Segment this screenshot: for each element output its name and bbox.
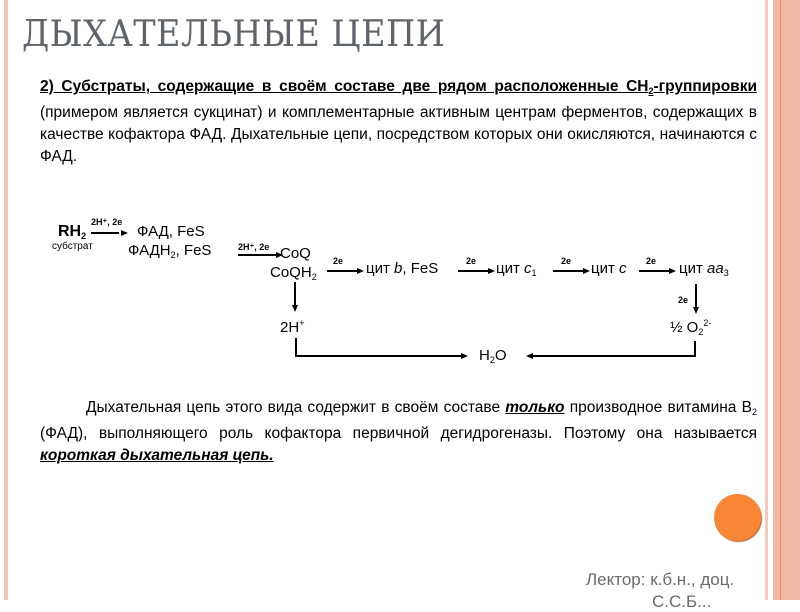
arrow3-line <box>327 270 357 272</box>
intro-bold-text-2: -группировки <box>653 78 757 95</box>
oxygen: ½ $O_2^{2-}$ <box>670 318 712 337</box>
intro-rest-text: (примером является сукцинат) и комплементарные активным центрам ферментов, содержащих в качестве кофактора ФАД. Дыхательные цепи, посредством которых они окисляются, начинаются с ФАД. <box>40 104 757 165</box>
arrow4-label: 2e <box>466 256 477 266</box>
arrow7-line <box>695 284 697 308</box>
oxygen-to-water-line <box>533 355 696 357</box>
right-border-stripe-wide <box>773 0 800 600</box>
slide-title: ДЫХАТЕЛЬНЫЕ ЦЕПИ <box>22 14 446 55</box>
arrow6-label: 2e <box>646 256 657 266</box>
lecturer-footer-name: С.С.Б... <box>652 592 712 611</box>
right-border-line <box>780 0 781 600</box>
arrow2-line <box>238 254 276 256</box>
coqh2-down-line <box>294 282 296 306</box>
arrow7-label: 2e <box>678 295 689 305</box>
right-border-stripe-thin <box>765 0 768 600</box>
cyt-b-fes: цит b, FeS <box>366 260 439 277</box>
conclusion-paragraph: Дыхательная цепь этого вида содержит в своём составе только производное витамина $B_2$ (ФАД), выполняющего роль кофактора первичной дегидрогеназы. Поэтому она называется короткая дыхательная цепь. <box>40 399 757 464</box>
arrow2-label: 2H⁺, 2e <box>238 242 270 252</box>
arrow5-label: 2e <box>561 256 572 266</box>
arrow4-line <box>458 270 488 272</box>
fad-fes: ФАД, FeS <box>137 223 205 240</box>
emphasis-only: только <box>505 399 565 416</box>
arrow3-label: 2e <box>333 256 344 266</box>
substrate-label: субстрат <box>52 241 93 252</box>
arrow1-label: 2H⁺, 2e <box>91 217 123 227</box>
water: $H_2O$ <box>479 347 507 365</box>
left-border-stripe <box>4 0 8 600</box>
intro-paragraph: 2) Субстраты, содержащие в своём составе две рядом расположенные $СН_2$-группировки (примером является сукцинат) и комплементарные активным центрам ферментов, содержащих в качестве кофактора ФАД. Дыхательные цепи, посредством которых они окисляются, начинаются с ФАД. <box>40 78 757 165</box>
arrow1-head <box>121 230 128 236</box>
arrow1-line <box>91 232 119 234</box>
coqh2: CoQH$_2$ <box>270 264 317 282</box>
coq: CoQ <box>280 245 311 262</box>
arrow5-head <box>583 268 590 274</box>
arrow5-line <box>553 270 583 272</box>
arrow7-head <box>693 307 699 314</box>
arrow6-line <box>639 270 669 272</box>
cyt-c1: цит $c_1$ <box>496 260 537 278</box>
oxygen-down-line <box>694 341 696 356</box>
decorative-orange-circle <box>714 494 761 541</box>
fadh2-fes: $ФАДН_2$, FeS <box>128 242 212 260</box>
substrate: $RH_2$ <box>58 223 87 241</box>
cyt-aa3: цит $aa_3$ <box>679 260 729 278</box>
protons: 2H+ <box>280 318 305 336</box>
arrow6-head <box>669 268 676 274</box>
cyt-c: цит c <box>591 260 627 277</box>
oxygen-to-water-head <box>526 353 533 359</box>
protons-to-water-line <box>295 355 461 357</box>
protons-down-line <box>295 338 297 356</box>
protons-to-water-head <box>461 353 468 359</box>
coqh2-down-head <box>292 305 298 312</box>
arrow4-head <box>488 268 495 274</box>
arrow3-head <box>357 268 364 274</box>
intro-bold-text: 2) Субстраты, содержащие в своём составе две рядом расположенные СН <box>40 78 649 95</box>
emphasis-short-chain: короткая дыхательная цепь. <box>40 447 274 464</box>
lecturer-footer: Лектор: к.б.н., доц. <box>586 570 735 589</box>
